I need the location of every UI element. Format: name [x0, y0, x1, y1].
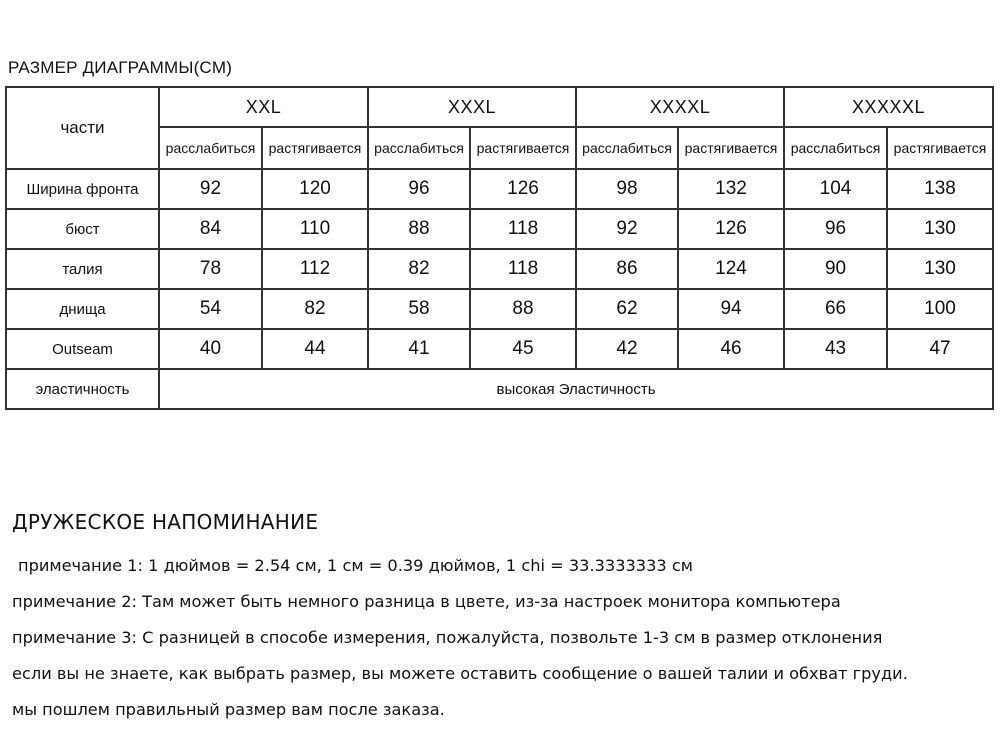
table-cell: 96	[368, 169, 470, 209]
table-cell: 47	[887, 329, 993, 369]
table-cell: 88	[368, 209, 470, 249]
size-header-xxxl: XXXL	[368, 87, 576, 127]
table-cell: 90	[784, 249, 887, 289]
table-cell: 126	[678, 209, 784, 249]
table-cell: 54	[159, 289, 262, 329]
table-cell: 42	[576, 329, 678, 369]
note-4: если вы не знаете, как выбрать размер, вы можете оставить сообщение о вашей талии и обхват груди.	[12, 664, 908, 683]
reminder-title: ДРУЖЕСКОЕ НАПОМИНАНИЕ	[12, 510, 319, 534]
sub-header-stretched: растягивается	[887, 127, 993, 169]
table-cell: 96	[784, 209, 887, 249]
elasticity-value: высокая Эластичность	[159, 369, 993, 409]
table-row	[6, 249, 993, 289]
note-3: примечание 3: С разницей в способе измерения, пожалуйста, позвольте 1-3 см в размер отклонения	[12, 628, 883, 647]
table-cell: 124	[678, 249, 784, 289]
table-cell: 92	[159, 169, 262, 209]
sub-header-relaxed: расслабиться	[159, 127, 262, 169]
row-label: Ширина фронта	[6, 169, 159, 209]
table-cell: 98	[576, 169, 678, 209]
table-cell: 130	[887, 209, 993, 249]
table-cell: 130	[887, 249, 993, 289]
table-cell: 88	[470, 289, 576, 329]
sub-header-relaxed: расслабиться	[784, 127, 887, 169]
size-chart-table	[5, 86, 994, 410]
sub-header-relaxed: расслабиться	[576, 127, 678, 169]
table-cell: 82	[262, 289, 368, 329]
table-cell: 40	[159, 329, 262, 369]
table-cell: 86	[576, 249, 678, 289]
elasticity-row	[6, 369, 993, 409]
table-cell: 66	[784, 289, 887, 329]
size-header-xxxxxl: XXXXXL	[784, 87, 993, 127]
table-row	[6, 289, 993, 329]
note-2: примечание 2: Там может быть немного разница в цвете, из-за настроек монитора компьютера	[12, 592, 841, 611]
parts-header: части	[6, 87, 159, 169]
table-cell: 58	[368, 289, 470, 329]
size-header-row	[6, 87, 993, 127]
table-cell: 126	[470, 169, 576, 209]
row-label: днища	[6, 289, 159, 329]
sub-header-stretched: растягивается	[470, 127, 576, 169]
table-cell: 132	[678, 169, 784, 209]
row-label: Outseam	[6, 329, 159, 369]
table-row	[6, 329, 993, 369]
table-cell: 94	[678, 289, 784, 329]
table-cell: 104	[784, 169, 887, 209]
note-5: мы пошлем правильный размер вам после заказа.	[12, 700, 445, 719]
table-cell: 45	[470, 329, 576, 369]
table-cell: 62	[576, 289, 678, 329]
table-cell: 112	[262, 249, 368, 289]
friendly-reminder	[12, 510, 908, 728]
table-cell: 43	[784, 329, 887, 369]
table-cell: 138	[887, 169, 993, 209]
table-cell: 46	[678, 329, 784, 369]
table-cell: 100	[887, 289, 993, 329]
sub-header-stretched: растягивается	[262, 127, 368, 169]
note-1: примечание 1: 1 дюймов = 2.54 см, 1 см = 0.39 дюймов, 1 chi = 33.3333333 см	[18, 556, 693, 575]
table-cell: 78	[159, 249, 262, 289]
table-cell: 110	[262, 209, 368, 249]
chart-title: РАЗМЕР ДИАГРАММЫ(CM)	[8, 58, 233, 77]
table-cell: 92	[576, 209, 678, 249]
table-row	[6, 209, 993, 249]
size-header-xxxxl: XXXXL	[576, 87, 784, 127]
table-cell: 120	[262, 169, 368, 209]
table-row	[6, 169, 993, 209]
size-header-xxl: XXL	[159, 87, 368, 127]
table-cell: 41	[368, 329, 470, 369]
sub-header-relaxed: расслабиться	[368, 127, 470, 169]
row-label: талия	[6, 249, 159, 289]
table-cell: 118	[470, 209, 576, 249]
table-cell: 44	[262, 329, 368, 369]
table-cell: 84	[159, 209, 262, 249]
elasticity-label: эластичность	[6, 369, 159, 409]
row-label: бюст	[6, 209, 159, 249]
table-cell: 82	[368, 249, 470, 289]
sub-header-stretched: растягивается	[678, 127, 784, 169]
table-cell: 118	[470, 249, 576, 289]
